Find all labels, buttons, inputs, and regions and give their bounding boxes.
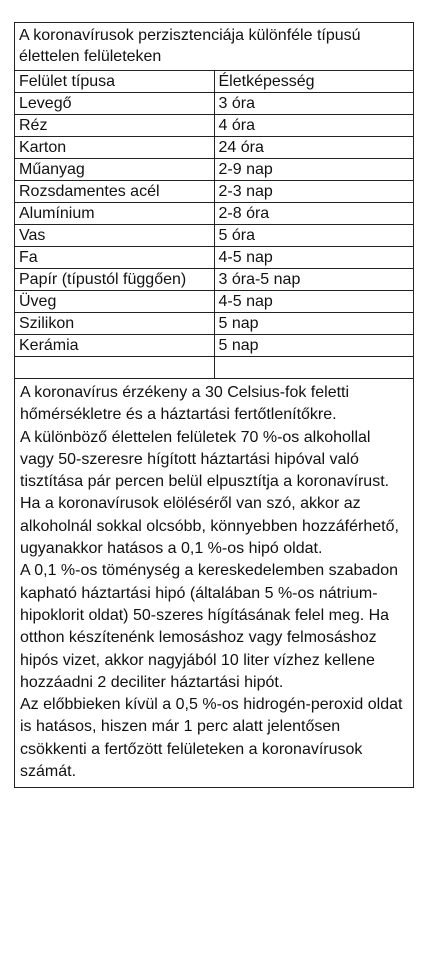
note-paragraph: Ha a koronavírusok elöléséről van szó, akkor az alkoholnál sokkal olcsóbb, könnyebben hozzáférhető, ugyanakkor hatásos a 0,1 %-os hipó oldat.	[20, 495, 399, 558]
notes-row	[15, 379, 414, 788]
table-row	[15, 269, 414, 291]
viability-cell: 3 óra	[214, 93, 414, 115]
viability-cell: 2-3 nap	[214, 181, 414, 203]
table-row	[15, 137, 414, 159]
surface-cell: Réz	[15, 115, 215, 137]
surface-cell: Papír (típustól függően)	[15, 269, 215, 291]
table-row	[15, 181, 414, 203]
table-row	[15, 159, 414, 181]
persistence-table	[14, 22, 414, 788]
empty-cell	[214, 357, 414, 379]
table-row	[15, 225, 414, 247]
document	[14, 22, 414, 788]
table-row	[15, 93, 414, 115]
surface-cell: Szilikon	[15, 313, 215, 335]
column-header-surface: Felület típusa	[15, 71, 215, 93]
note-paragraph: Az előbbieken kívül a 0,5 %-os hidrogén-peroxid oldat is hatásos, hiszen már 1 perc alatt jelentősen csökkenti a fertőzött felületeken a koronavírusok számát.	[20, 696, 403, 781]
note-paragraph: A 0,1 %-os töménység a kereskedelemben szabadon kapható háztartási hipó (általában 5 %-os nátrium-hipoklorit oldat) 50-szeres hígításának felel meg. Ha otthon készítenénk lemosáshoz vagy felmosáshoz hipós vizet, akkor nagyjából 10 liter vízhez kellene hozzáadni 2 deciliter háztartási hipót.	[20, 562, 399, 691]
table-row	[15, 115, 414, 137]
viability-cell: 5 óra	[214, 225, 414, 247]
viability-cell: 4 óra	[214, 115, 414, 137]
surface-cell: Vas	[15, 225, 215, 247]
viability-cell: 2-9 nap	[214, 159, 414, 181]
viability-cell: 4-5 nap	[214, 247, 414, 269]
surface-cell: Üveg	[15, 291, 215, 313]
table-row	[15, 291, 414, 313]
empty-cell	[15, 357, 215, 379]
title-row	[15, 23, 414, 71]
surface-cell: Rozsdamentes acél	[15, 181, 215, 203]
surface-cell: Fa	[15, 247, 215, 269]
viability-cell: 4-5 nap	[214, 291, 414, 313]
header-row	[15, 71, 414, 93]
notes-cell	[15, 379, 414, 788]
table-row	[15, 203, 414, 225]
note-paragraph: A különböző élettelen felületek 70 %-os alkohollal vagy 50-szeresre hígított háztartási hipóval való tisztítása pár percen belül elpusztítja a koronavírust.	[20, 428, 390, 491]
surface-cell: Karton	[15, 137, 215, 159]
viability-cell: 5 nap	[214, 335, 414, 357]
viability-cell: 5 nap	[214, 313, 414, 335]
table-row	[15, 247, 414, 269]
surface-cell: Levegő	[15, 93, 215, 115]
surface-cell: Kerámia	[15, 335, 215, 357]
surface-cell: Műanyag	[15, 159, 215, 181]
table-title: A koronavírusok perzisztenciája különféle típusú élettelen felületeken	[15, 23, 414, 71]
viability-cell: 3 óra-5 nap	[214, 269, 414, 291]
note-paragraph: A koronavírus érzékeny a 30 Celsius-fok feletti hőmérsékletre és a háztartási fertőtlenítőkre.	[20, 384, 350, 424]
column-header-viability: Életképesség	[214, 71, 414, 93]
viability-cell: 2-8 óra	[214, 203, 414, 225]
surface-cell: Alumínium	[15, 203, 215, 225]
empty-row	[15, 357, 414, 379]
table-row	[15, 335, 414, 357]
table-row	[15, 313, 414, 335]
viability-cell: 24 óra	[214, 137, 414, 159]
